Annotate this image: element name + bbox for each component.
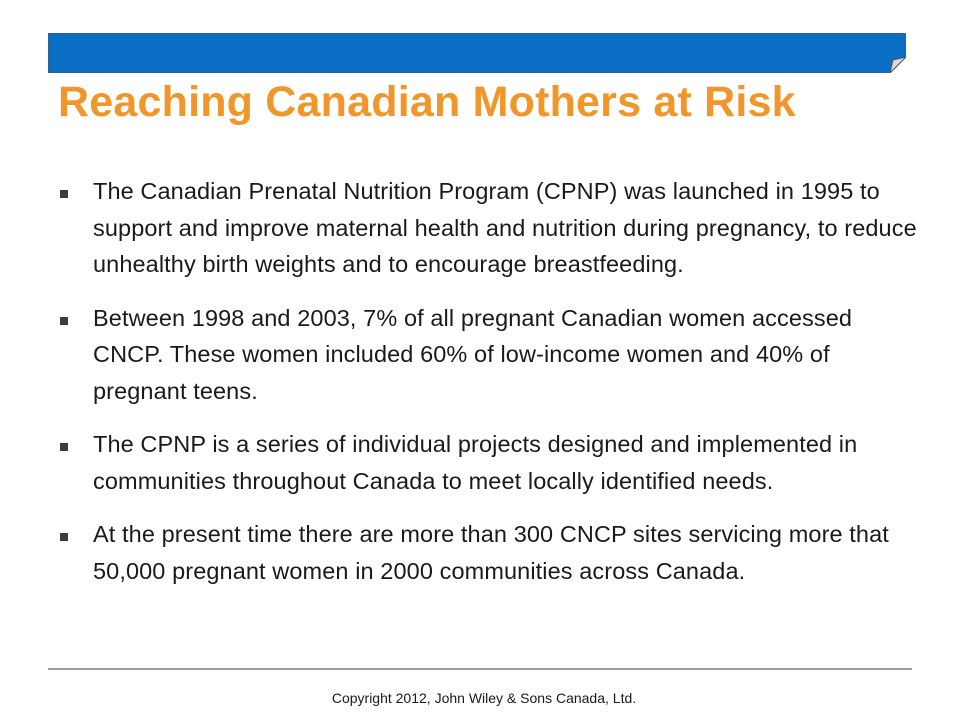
bullet-item <box>60 516 920 589</box>
square-bullet-icon <box>60 443 68 451</box>
bullet-item <box>60 426 920 499</box>
bullet-list <box>60 173 920 606</box>
square-bullet-icon <box>60 533 68 541</box>
bullet-item <box>60 300 920 410</box>
copyright-text: Copyright 2012, John Wiley & Sons Canada, Ltd. <box>331 690 637 706</box>
header-banner <box>48 33 906 73</box>
copyright-footer <box>0 690 960 706</box>
slide-title: Reaching Canadian Mothers at Risk <box>58 78 796 126</box>
bullet-item <box>60 173 920 283</box>
bullet-text: Between 1998 and 2003, 7% of all pregnant Canadian women accessed CNCP. These women included 60% of low-income women and 40% of pregnant teens. <box>93 304 853 404</box>
square-bullet-icon <box>60 190 68 198</box>
square-bullet-icon <box>60 317 68 325</box>
bullet-text: At the present time there are more than 300 CNCP sites servicing more that 50,000 pregnant women in 2000 communities across Canada. <box>93 521 889 584</box>
footer-divider <box>48 668 912 670</box>
bullet-text: The Canadian Prenatal Nutrition Program (CPNP) was launched in 1995 to support and improve maternal health and nutrition during pregnancy, to reduce unhealthy birth weights and to encourage breastfeeding. <box>93 178 917 277</box>
bullet-text: The CPNP is a series of individual projects designed and implemented in communities throughout Canada to meet locally identified needs. <box>93 431 858 494</box>
